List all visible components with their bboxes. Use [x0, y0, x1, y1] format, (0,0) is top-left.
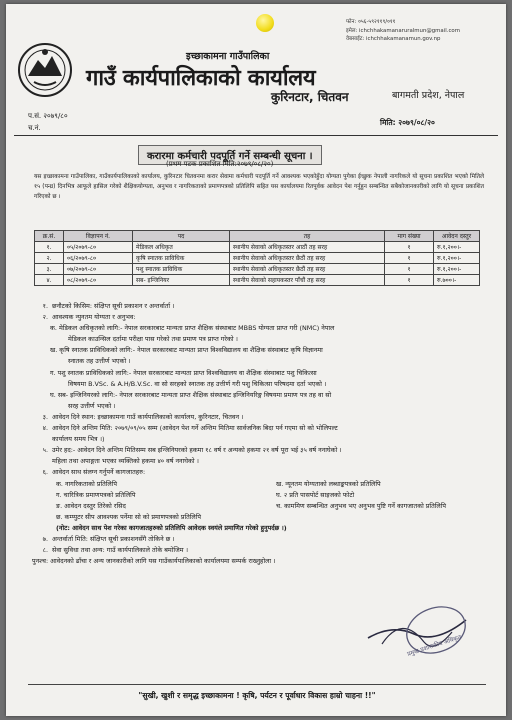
cell: स्थानीय सेवाको अधिकृतस्तर आठौं तह सरह: [230, 242, 385, 253]
table-row: [35, 275, 480, 286]
cell: २.: [35, 253, 64, 264]
item-text: आवश्यक न्युनतम योग्यता र अनुभव:: [52, 313, 136, 322]
list-subitem: ग. पशु स्नातक प्राविधिकको लागि:- नेपाल सरकारबाट मान्यता प्राप्त विश्वविद्यालय वा शैक्षिक संस्थाबाट पशु चिकित्सा: [50, 368, 317, 377]
ref-number: प.सं. २०७९/८०: [28, 112, 68, 120]
documents-note: (नोट: आवेदन साथ पेश गरेका कागजातहरुको प्रतिलिपि आवेदक स्वयंले प्रमाणित गरेको हुनुपर्दछ ।): [56, 523, 287, 532]
cell: १: [385, 275, 434, 286]
list-item: [28, 445, 488, 456]
document-item: ङ. आवेदन दस्तुर तिरेको रसिद: [56, 501, 126, 510]
list-item: [28, 545, 488, 556]
table-header-row: [35, 231, 480, 242]
contact-website: वेबसाईट: ichchhakamanamun.gov.np: [346, 36, 441, 42]
cell: रु.७००।-: [434, 275, 480, 286]
province-label: बागमती प्रदेश, नेपाल: [392, 90, 465, 101]
notice-document: [6, 4, 506, 716]
cell: रु.१,२००।-: [434, 264, 480, 275]
col-header: विज्ञापन नं.: [64, 231, 133, 242]
contact-email: इमेल: ichchhakamanaruralmun@gmail.com: [346, 27, 460, 34]
col-header: माग संख्या: [385, 231, 434, 242]
document-item: क. नागरिकताको प्रतिलिपि: [56, 479, 118, 488]
documents-list: [28, 479, 488, 512]
item-number: ४.: [42, 424, 48, 433]
document-item: ग. चारित्रिक प्रमाणपत्रको प्रतिलिपि: [56, 490, 136, 499]
col-header: क्र.सं.: [35, 231, 64, 242]
list-item: [28, 423, 488, 434]
cell: पशु स्नातक प्राविधिक: [133, 264, 230, 275]
cell: सब- इन्जिनियर: [133, 275, 230, 286]
item-text: आवेदन दिने स्थान: इच्छाकामना गाउँ कार्यपालिकाको कार्यालय, कुरिनटार, चितवन ।: [52, 412, 244, 421]
item-number: ५.: [42, 446, 48, 455]
list-subitem-cont: मेडिकल काउन्सिल दर्तामा परीक्षा पास गरेको तथा प्रमाण पत्र प्राप्त गरेको ।: [68, 335, 238, 344]
document-item: घ. २ प्रति पासपोर्ट साइजको फोटो: [276, 490, 355, 499]
list-item: [28, 412, 488, 423]
cell: ०७/२०७९-८०: [64, 264, 133, 275]
cell: ०६/२०७९-८०: [64, 253, 133, 264]
col-header: पद: [133, 231, 230, 242]
contact-block: [346, 18, 496, 44]
col-header: आवेदन दस्तुर: [434, 231, 480, 242]
list-item: [28, 301, 488, 312]
item-text: अन्तर्वार्ता मिति: संक्षिप्त सूची प्रकाशनसँगै तोकिने छ ।: [52, 534, 175, 543]
item-number: १.: [42, 302, 48, 310]
postscript: [28, 556, 488, 567]
document-item: छ. कम्प्युटर सीप आवश्यक पर्नेमा सो को प्रमाणपत्रको प्रतिलिपि: [56, 512, 202, 521]
document-item: ख. न्यूनतम योग्यताको लब्धाङ्कपत्रको प्रतिलिपि: [276, 479, 381, 488]
list-subitem-cont: सरह उत्तीर्ण भएको ।: [68, 401, 116, 410]
office-location: कुरिनटार, चितवन: [271, 90, 349, 104]
cell: ४.: [35, 275, 64, 286]
item-text: आवेदन साथ संलग्न गर्नुपर्ने कागजातहरु:: [52, 468, 146, 477]
list-subitem-cont: स्नातक तह उत्तीर्ण भएको ।: [68, 357, 131, 366]
cell: रु.१,२००।-: [434, 242, 480, 253]
reference-block: [28, 110, 68, 134]
notice-title: करारमा कर्मचारी पदपूर्ति गर्ने सम्बन्धी सूचना ।: [138, 145, 322, 165]
published-date: (प्रथम पटक प्रकाशित मिति:२०७९/०८/२०): [166, 160, 274, 168]
item-number: ६.: [42, 468, 48, 477]
list-subitem: ख. कृषि स्नातक प्राविधिकको लागि:- नेपाल सरकारबाट मान्यता प्राप्त विश्वविद्यालय वा शैक्षिक संस्थाबाट कृषि विज्ञानमा: [50, 346, 323, 355]
list-item: [28, 467, 488, 478]
nepal-emblem-icon: [16, 42, 74, 98]
item-text: उमेर हद:- आवेदन दिने अन्तिम मितिसम्म सब इन्जिनियरको हकमा १८ वर्ष र अन्यको हकमा २१ वर्ष पूरा भई ३५ वर्ष ननाघेको ।: [52, 446, 342, 455]
official-stamp-icon: [362, 594, 470, 660]
postscript-text: पुनश्च: आवेदनको ढाँचा र अन्य जानकारीको लागि यस गाउँकार्यपालिकाको कार्यालयमा सम्पर्क राख्नुहोला ।: [32, 557, 276, 566]
footer-slogan: "सुखी, खुशी र समृद्ध इच्छाकामना ! कृषि, पर्यटन र पूर्वाधार विकास हाम्रो चाहना !!": [28, 684, 486, 705]
list-subitem: क. मेडिकल अधिकृतको लागि:- नेपाल सरकारबाट मान्यता प्राप्त शैक्षिक संस्थाबाट MBBS योग्यता प्राप्त गरी (NMC) नेपाल: [50, 324, 335, 333]
cell: १: [385, 264, 434, 275]
list-item-cont: कार्यालय समय भित्र ।): [52, 435, 105, 444]
header-divider: [14, 135, 498, 136]
office-title: गाउँ कार्यपालिकाको कार्यालय: [86, 66, 316, 91]
list-subitem-cont: विषयमा B.VSc. & A.H/B.V.Sc. वा सो सरहको स्नातक तह उत्तीर्ण गरी पशु चिकित्सा परिषदमा दर्ता भएको ।: [68, 379, 327, 388]
item-text: छनौटको किसिम: संक्षिप्त सूची प्रकाशन र अन्तर्वार्ता ।: [52, 302, 175, 310]
dispatch-number: च.नं.: [28, 124, 41, 132]
item-text: सेवा सुविधा तथा अन्य: गाउँ कार्यपालिकाले तोके बमोजिम ।: [52, 546, 189, 555]
table-row: [35, 242, 480, 253]
list-item-cont: महिला तथा अपाङ्गता भएका व्यक्तिको हकमा ४० वर्ष ननाघेको ।: [52, 457, 199, 466]
cell: १: [385, 242, 434, 253]
item-number: ३.: [42, 412, 48, 421]
cell: ०५/२०७९-८०: [64, 242, 133, 253]
item-number: ७.: [42, 534, 48, 543]
issue-date: मिति: २०७९/०८/२०: [380, 118, 435, 127]
cell: १: [385, 253, 434, 264]
vacancy-table: [34, 230, 480, 286]
stamp-text: प्रमुख प्रशासकीय अधिकृत: [406, 633, 463, 658]
org-name: इच्छाकामना गाउँपालिका: [186, 51, 270, 62]
item-text: आवेदन दिने अन्तिम मिति: २०७९/०९/०५ सम्म (आवेदन पेश गर्ने अन्तिम मितिमा सार्वजनिक बिदा पर्न गएमा सो को भोलिपल्ट: [52, 424, 338, 433]
cell: ०८/२०७९-८०: [64, 275, 133, 286]
cell: मेडिकल अधिकृत: [133, 242, 230, 253]
notice-intro: यस इच्छाकामना गाउँपालिका, गाउँकार्यपालिकाको कार्यालय, कुरिनटार चितवनमा करार सेवामा कर्मचारी पदपूर्ति गर्ने आवश्यक भएकोहुँदा योग्यता पुगेका ईच्छुक नेपाली नागरिकले यो सूचना प्रकाशित भएको मितिले १५ (पन्ध्र) दिनभित्र आफूले हासिल गरेको शैक्षिकयोग्यता, अनुभव र नागरिकताको प्रमाणपत्रको प्रतिलिपि सहित यस कार्यालयमा रितपूर्वक आवेदन पेश गर्नुहुन सम्बन्धित सबैकोजानकारीको लागि यो सूचना प्रकाशित गरिएको छ ।: [34, 174, 484, 200]
item-number: ८.: [42, 546, 48, 555]
item-number: २.: [42, 313, 48, 322]
list-subitem: घ. सब- इन्जिनियरको लागि:- नेपाल सरकारबाट मान्यता प्राप्त शैक्षिक संस्थाबाट इन्जिनियरिङ्ग विषयमा प्रमाण पत्र तह वा सो: [50, 390, 332, 399]
table-row: [35, 253, 480, 264]
cell: १.: [35, 242, 64, 253]
notice-items: [28, 301, 488, 567]
cell: कृषि स्नातक प्राविधिक: [133, 253, 230, 264]
cell: स्थानीय सेवाको अधिकृतस्तर छैठौं तह सरह: [230, 253, 385, 264]
list-item: [28, 534, 488, 545]
cell: स्थानीय सेवाको अधिकृतस्तर छैठौं तह सरह: [230, 264, 385, 275]
contact-phone: फोन: ०५६-५९२११९/०११: [346, 19, 396, 25]
col-header: तह: [230, 231, 385, 242]
cell: रु.१,२००।-: [434, 253, 480, 264]
document-item: च. काममिण सम्बन्धित अनुभव भए अनुभव पुष्टि गर्ने कागजातको प्रतिलिपि: [276, 501, 447, 510]
table-row: [35, 264, 480, 275]
cell: ३.: [35, 264, 64, 275]
cell: स्थानीय सेवाको सहायकस्तर पाँचौं तह सरह: [230, 275, 385, 286]
list-item: [28, 312, 488, 323]
yellow-pin-icon: [256, 14, 274, 32]
